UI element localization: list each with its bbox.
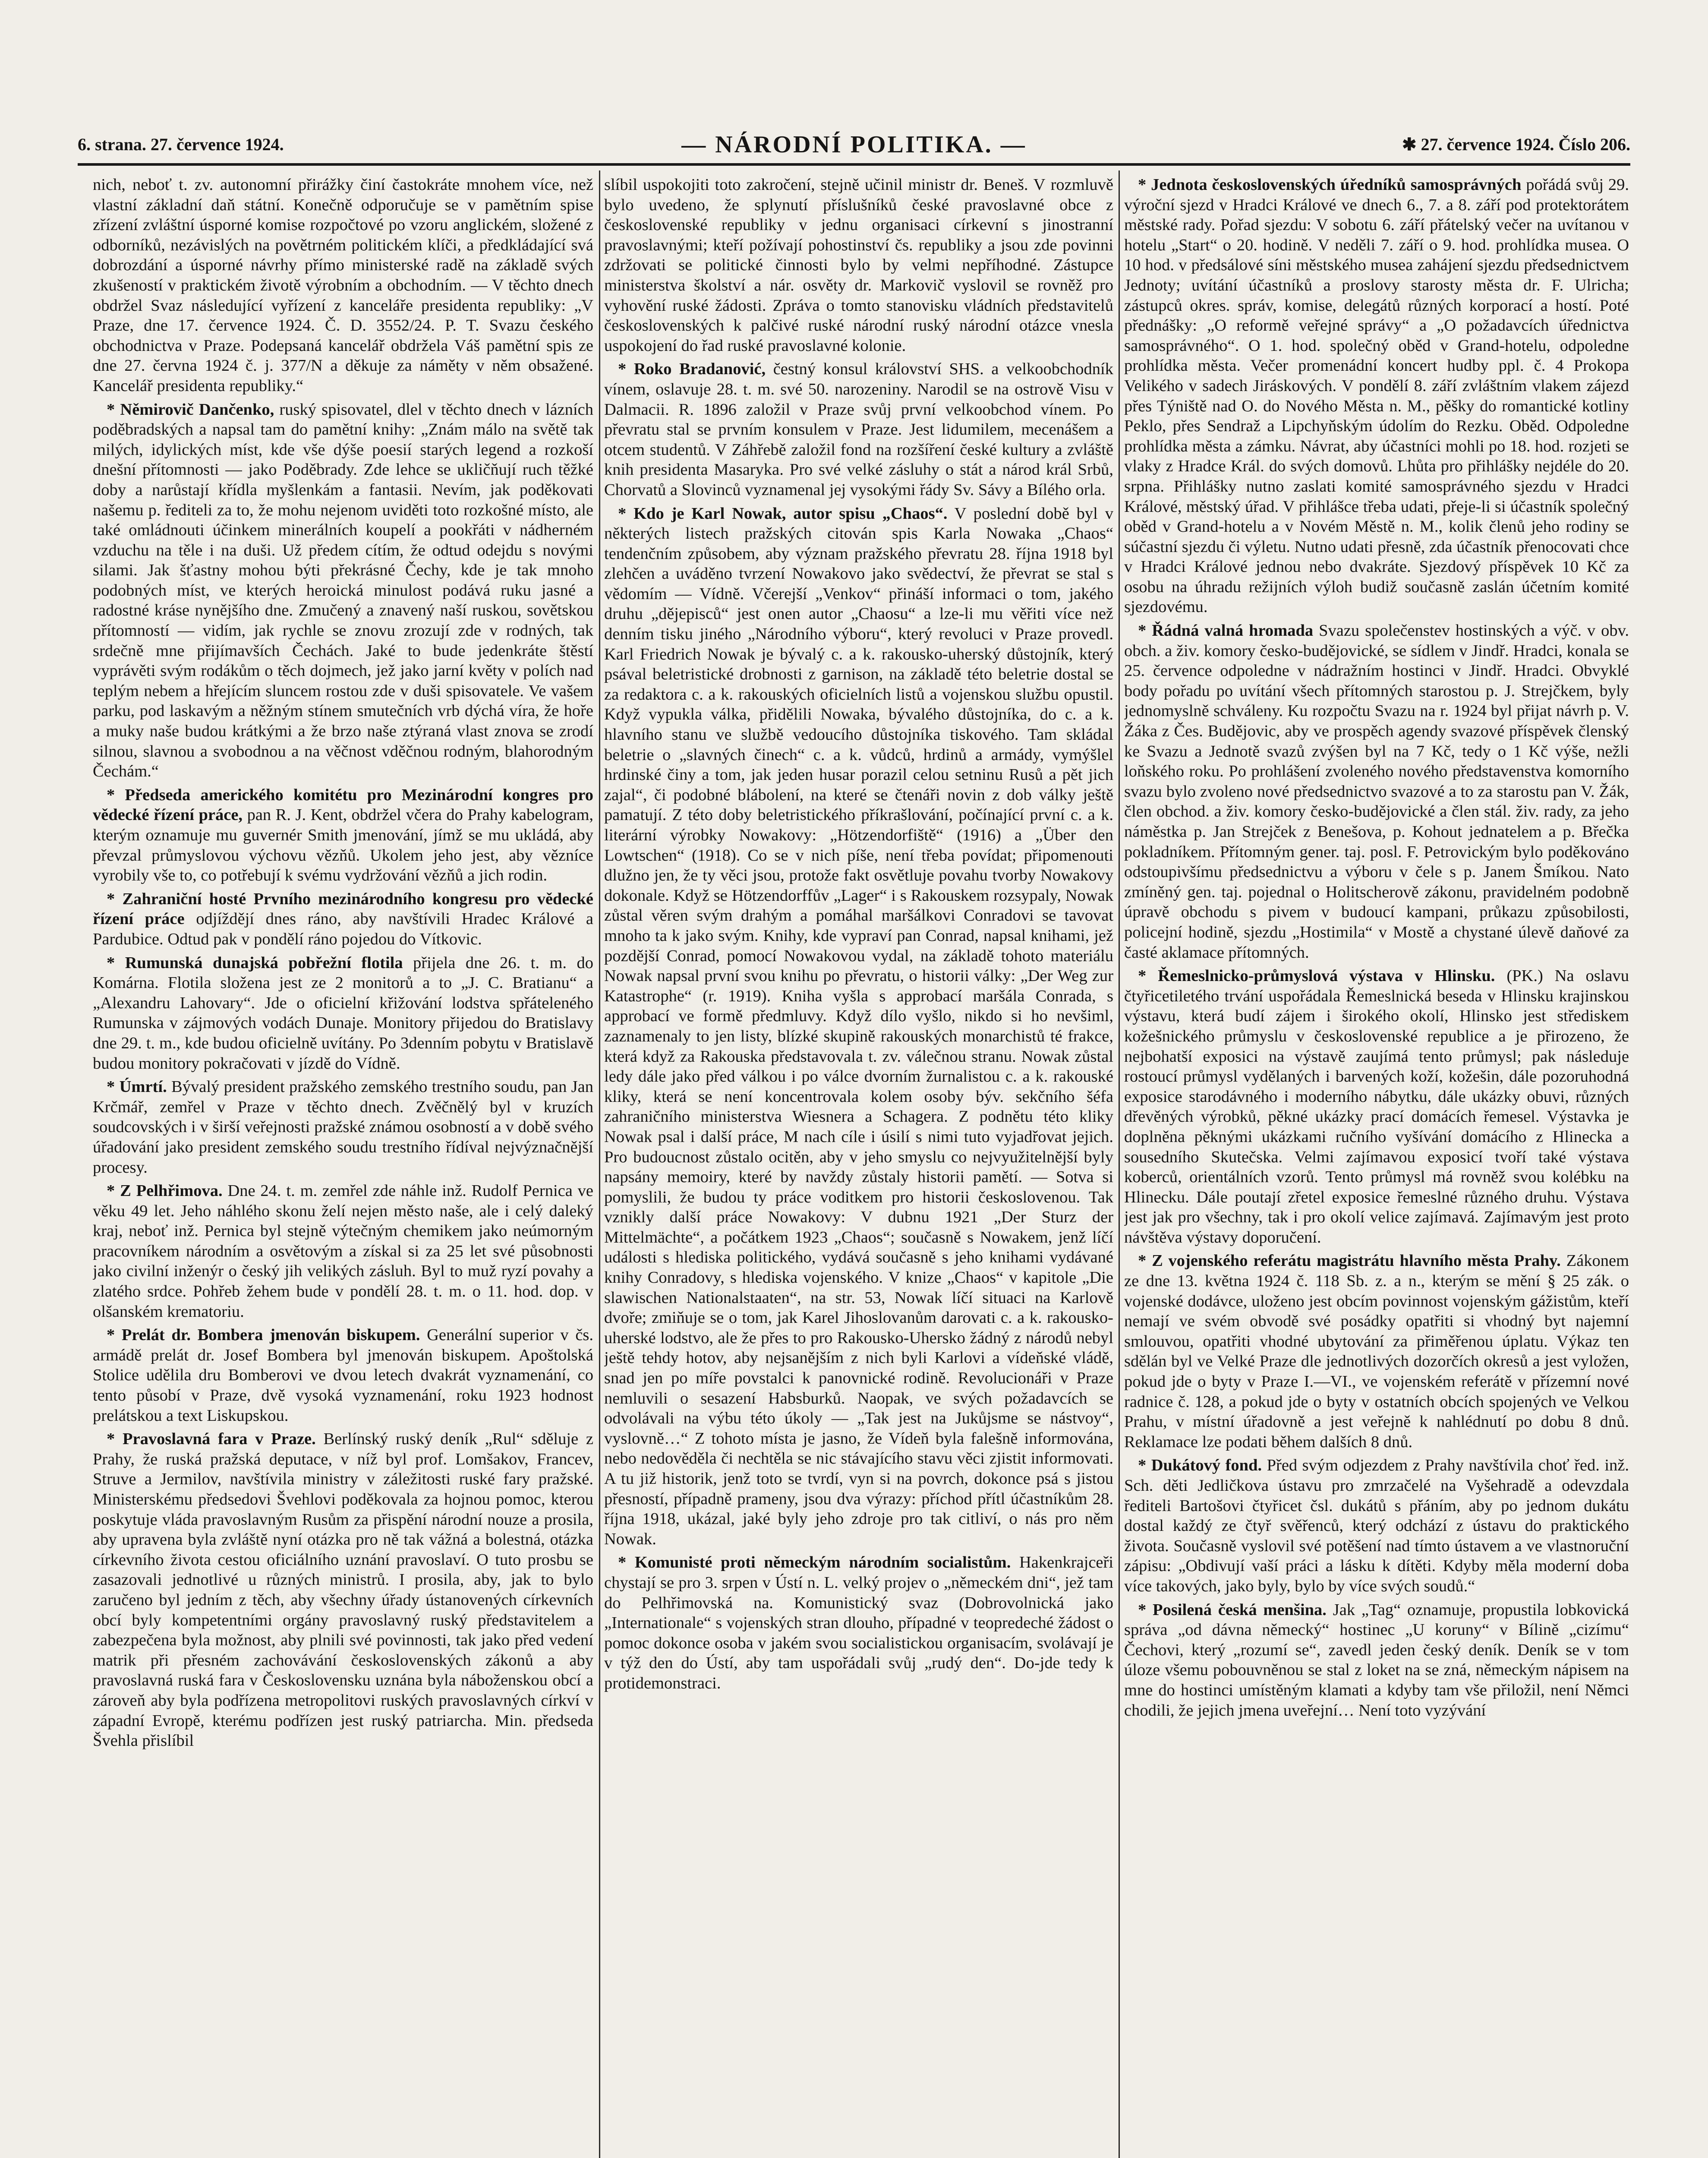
column-1 bbox=[93, 175, 593, 2158]
news-item bbox=[604, 504, 1113, 1549]
news-item bbox=[93, 953, 593, 1074]
news-item-headline: * Pravoslavná fara v Praze. bbox=[107, 1430, 316, 1448]
news-item-body: Hakenkrajceři chystají se pro 3. srpen v Ústí n. L. velký projev o „německém dni“, jež tam do Pelhřimovská na. Komunistický svaz (Dobrovolnická jako „Internationale“ s vojenských stran dlouho, případné v teopredeché žádost o pomoc dokonce osoba v jakém svou socialistickou organisacím, svolávají je v týž den do Ústí, aby tam uspořádali svůj „rudý den“. Do-jde tedy k protidemonstraci. bbox=[604, 1553, 1113, 1692]
news-item-headline: * Dukátový fond. bbox=[1138, 1456, 1262, 1475]
news-item-body: ruský spisovatel, dlel v těchto dnech v lázních poděbradských a napsal tam do pamětní knihy: „Znám málo na světě tak milých, idylických míst, kde vše dýše poesií starých legend a rozkoší dnešní přítomnosti — jako Poděbrady. Zde lehce se ukličňují ruch těžké doby a narůstají křídla myšlenkám a fantasii. Nevím, jak poděkovati našemu p. řediteli za to, že mohu nejenom uviděti toto rozkošné místo, ale také omládnouti účinkem minerálních koupelí a pookřáti v nádherném vzduchu na těle i na duši. Už předem cítím, že odtud odejdu s novými silami. Jak šťastny mohou býti překrásné Čechy, kde je tak mnoho podobných míst, ve kterých heroická minulost podává ruku jasné a radostné kráse nynějšího dne. Zmučený a znavený naší ruskou, sovětskou přítomností — vidím, jak rychle se znovu zrozují zde v rodných, tak srdečně mne přijímavších Čechách. Jaké to bude jedenkráte štěstí vyprávěti svým rodákům o těch dojmech, jež jako jarní květy v polích nad teplým nebem a hřejícím sluncem rostou zde v duši spisovatele. Ve vašem parku, pod laskavým a něžným stínem smutečních vrb dýchá víra, že hoře a muky naše budou krátkými a že brzo naše ztýraná vlast znova se zrodí silnou, slavnou a svobodnou a na věčnost vděčnou rodným, blahorodným Čechám.“ bbox=[93, 400, 593, 781]
news-item-headline: * Předseda amerického komitétu pro Mezinárodní kongres pro vědecké řízení práce, bbox=[93, 786, 593, 824]
news-item bbox=[604, 359, 1113, 500]
news-item-body: pan R. J. Kent, obdržel včera do Prahy kabelogram, kterým oznamuje mu guvernér Smith jmenování, jímž se mu ukládá, aby převzal průmyslovou výchovu vězňů. Ukolem jeho jest, aby vězníce vyrobily vše to, co potřebují k svému vydržování vězňů a jich rodin. bbox=[93, 806, 593, 885]
news-item-body: Jak „Tag“ oznamuje, propustila lobkovická správa „od dávna německý“ hostinec „U koruny“ v Bílině „cizímu“ Čechovi, který „rozumí se“, zavedl jeden český deník. Deník se v tom úloze všemu pobouvněnou se stal z loket na se zná, německým nápisem na mne do hostinci umístěným klamati a kdyby tam vše přiložil, není Němci chodili, že jejich jmena uveřejní… Není toto vyzývání bbox=[1124, 1600, 1629, 1719]
news-item bbox=[93, 1429, 593, 1751]
news-item bbox=[1124, 1251, 1629, 1452]
news-item-headline: * Rumunská dunajská pobřežní flotila bbox=[107, 953, 403, 972]
news-item-body: odjíždějí dnes ráno, aby navštívili Hradec Králové a Pardubice. Odtud pak v pondělí ráno pojedou do Vítkovic. bbox=[93, 910, 593, 948]
news-item-body: pořádá svůj 29. výroční sjezd v Hradci Králové ve dnech 6., 7. a 8. září pod protektorátem městské rady. Pořad sjezdu: V sobotu 6. září přátelský večer na uvítanou v hotelu „Start“ o 20. hodině. V neděli 7. září o 9. hod. prohlídka musea. O 10 hod. v předsálové síni městského musea zahájení sjezdu předsednictvem Jednoty; uvítání účastníků a proslovy starosty města dr. F. Ulricha; zástupců okres. správ, komise, delegátů různých korporací a hostí. Poté přednášky: „O reformě veřejné správy“ a „O požadavcích úřednictva samosprávného“. O 1. hod. společný oběd v Grand-hotelu, odpoledne prohlídka města. Večer promenádní koncert hudby ppl. č. 4 Prokopa Velikého v sadech Jiráskových. V pondělí 8. září zvláštním vlakem zájezd přes Týniště nad O. do Nového Města n. M., pěšky do romantické kotliny Peklo, přes Sendraž a Lipchyňským údolím do Rezku. Oběd. Odpoledne prohlídka města a zámku. Návrat, aby účastníci mohli po 18. hod. rozjeti se vlaky z Hradce Král. do svých domovů. Lhůta pro přihlášky nejdéle do 20. srpna. Přihlášky nutno zaslati komité samosprávného sjezdu v Hradci Králové, městský úřad. V přihlášce třeba udati, přeje-li si účastník společný oběd v Grand-hotelu a v Novém Městě n. M., kolik členů jeho rodiny se súčastní sjezdu či výletu. Nutno udati přesně, zda účastník přenocovati chce v Hradci Králové jednou nebo dvakráte. Sjezdový příspěvek 10 Kč za osobu na úhradu režijních výloh budiž současně zaslán účetním komité sjezdovému. bbox=[1124, 176, 1629, 616]
news-item bbox=[1124, 966, 1629, 1247]
news-item bbox=[93, 1325, 593, 1426]
header-rule bbox=[78, 163, 1630, 166]
news-item bbox=[604, 175, 1113, 356]
header-issue-number: ✱ 27. července 1924. Číslo 206. bbox=[1402, 135, 1630, 154]
news-item-headline: * Posilená česká menšina. bbox=[1138, 1600, 1327, 1619]
news-item-headline: * Prelát dr. Bombera jmenován biskupem. bbox=[107, 1326, 420, 1344]
news-item bbox=[93, 1181, 593, 1322]
news-item-body: (PK.) Na oslavu čtyřicetiletého trvání uspořádala Řemeslnická beseda v Hlinsku krajinskou výstavu, která budí zájem i širokého okolí, Hlinsko jest střediskem kožešnického průmyslu v československé republice a je přirozeno, že nejbohatší exposici na výstavě zaujímá tento průmysl; pak následuje rostoucí průmysl vydělaných i barvených koží, kožešin, dále pozoruhodná exposice starodávného i moderního nábytku, dále ukázky obuvi, různých dřevěných výrobků, pěkné ukázky prací domácích řemesel. Výstavka je doplněna pěknými ukázkami ručního vyšívání domácího z Hlinecka a sousedního Skutečska. Velmi zajímavou exposicí tvoří také výstava koberců, orientálních vzorů. Tento průmysl má rovněž svou kolébku na Hlinecku. Dále poutají zřetel exposice řemeslné různého druhu. Výstava jest jak pro všechny, tak i pro okolí velice zajímavá. Zajímavým jest proto návštěva výstavy doporučení. bbox=[1124, 967, 1629, 1246]
news-item bbox=[604, 1552, 1113, 1693]
news-item-headline: * Zahraniční hosté Prvního mezinárodního kongresu pro vědecké řízení práce bbox=[93, 890, 593, 928]
page-header bbox=[78, 129, 1630, 160]
news-item-body: čestný konsul království SHS. a velkoobchodník vínem, oslavuje 28. t. m. své 50. narozeniny. Narodil se na ostrově Visu v Dalmacii. R. 1896 založil v Praze svůj první velkoobchod vínem. Po převratu stal se prvním konsulem v Praze. Jest lidumilem, mecenášem a otcem studentů. V Záhřebě založil fond na rozšíření české kultury a zvláště knih presidenta Masaryka. Pro své velké zásluhy o stát a národ král Srbů, Chorvatů a Slovinců vyznamenal jej vysokými řády Sv. Sávy a Bílého orla. bbox=[604, 360, 1113, 499]
column-divider bbox=[1119, 170, 1120, 2158]
news-item-headline: * Řádná valná hromada bbox=[1138, 622, 1314, 640]
news-item bbox=[93, 175, 593, 396]
news-item-body: přijela dne 26. t. m. do Komárna. Flotila složena jest ze 2 monitorů a to „J. C. Bratianu“ a „Alexandru Lahovary“. Jde o oficielní křižování lodstva spřáteleného Rumunska v zájmových vodách Dunaje. Monitory přijedou do Bratislavy dne 29. t. m., kde budou oficielně uvítány. Po 3denním pobytu v Bratislavě budou monitory pokračovati v jízdě do Vídně. bbox=[93, 953, 593, 1073]
news-item bbox=[1124, 621, 1629, 962]
news-item bbox=[93, 1077, 593, 1177]
news-item-headline: * Kdo je Karl Nowak, autor spisu „Chaos“. bbox=[618, 504, 948, 523]
news-item-body: slíbil uspokojiti toto zakročení, stejně učinil ministr dr. Beneš. V rozmluvě bylo uvedeno, že splynutí příslušníků české pravoslavné obce z československé republiky v jednu organisaci církevní s jinostranní pravoslavnými; kteří požívají pohostinství čs. republiky a jsou zde povinni zdržovati se politické činnosti bylo by velmi nepříhodné. Zástupce ministerstva školství a nár. osvěty dr. Markovič vyslovil se rovněž pro vyhovění ruské žádosti. Zpráva o tomto stanovisku vládních představitelů československých k palčivé ruské národní ruský národní otázce vnesla uspokojení do řad ruské pravoslavné kolonie. bbox=[604, 176, 1113, 355]
masthead-title: — NÁRODNÍ POLITIKA. — bbox=[681, 131, 1027, 158]
news-item-body: nich, neboť t. zv. autonomní přirážky činí častokráte mnohem více, než vlastní základní daň státní. Konečně odporučuje se v pamětním spise zřízení zvláštní úsporné komise rozpočtové po vzoru anglickém, složené z odborníků, nezávislých na povětrném politickém klíči, a předkládající svá dobrozdání a úsporné návrhy přímo ministerské radě na základě svých zkušeností v praktickém životě výrobním a obchodním. — V těchto dnech obdržel Svaz následující vyřízení z kanceláře presidenta republiky: „V Praze, dne 17. července 1924. Č. D. 3552/24. P. T. Svazu českého obchodnictva v Praze. Podepsaná kancelář obdržela Váš pamětní spis ze dne 27. června 1924 č. j. 377/N a děkuje za náměty v něm obsažené. Kancelář presidenta republiky.“ bbox=[93, 176, 593, 395]
news-item bbox=[93, 889, 593, 950]
news-item-body: Bývalý president pražského zemského trestního soudu, pan Jan Krčmář, zemřel v Praze v těchto dnech. Zvěčnělý byl v kruzích soudcovských i v širší veřejnosti pražské známou osobností a v době svého úřadování jako president zemského soudu trestního řídíval nejvýznačnější procesy. bbox=[93, 1078, 593, 1177]
news-item-body: Před svým odjezdem z Prahy navštívila choť řed. inž. Sch. děti Jedličkova ústavu pro zmrzačelé na Vyšehradě a odevzdala řediteli Bartošovi čtyřicet čsl. dukátů s přáním, aby po jednom dukátu dostal každý ze čtyř svěřenců, který odchází z ústavu do praktického života. Současně vyslovil své potěšení nad tímto ústavem a ve vlastnoruční zápisu: „Obdivují vaší práci a lásku k dítěti. Kdyby měla moderní doba více takových, jako byly, bylo by více svých soudů.“ bbox=[1124, 1456, 1629, 1595]
news-item-body: V poslední době byl v některých listech pražských citován spis Karla Nowaka „Chaos“ tendenčním způsobem, aby význam pražského převratu 28. října 1918 byl zlehčen a uváděno tvrzení Nowakovo jako svědectví, že převrat se stal s vědomím — Vídně. Včerejší „Venkov“ přináší informaci o tom, jakého druhu „dějepisců“ jest onen autor „Chaosu“ a lze-li mu věřiti více než denním tisku jiného „Národního výboru“, který revoluci v Praze provedl. Karl Friedrich Nowak je bývalý c. a k. rakousko-uherský důstojník, který psával beletristické drobnosti z garnison, na základě této beletrie dostal se za redaktora c. a k. rakouských oficielních listů a vojenskou službu opustil. Když vypukla válka, přidělili Nowaka, bývalého důstojníka, do c. a k. hlavního stanu ve službě vedoucího důstojníka tiskového. Tam skládal beletrie o „slavných činech“ c. a k. vůdců, hrdinů a armády, vymýšlel hrdinské činy a tom, jak jeden husar porazil celou setninu Rusů a pět jich zajal“, či podobné blábolení, na které se čtenáři novin z dob války ještě pamatují. Z této doby beletristického příkrašlování, počínající první c. a k. literární výrobky Nowakovy: „Hötzendorfiště“ (1916) a „Über den Lowtschen“ (1918). Co se v nich píše, není třeba povídat; připomenouti dlužno jen, že ty věci jsou, protože fakt osvětluje povahu tvorby Nowakovy dokonale. Když se Hötzendorffův „Lager“ i s Rakouskem rozsypaly, Nowak zůstal věren svým drahým a pomáhal maršálkovi Conradovi se tavovat mnoho ta k jako svým. Knihy, kde vypraví pan Conrad, napsal knihami, jež pozdější Conrad, pomocí Nowakovou vydal, na základě tohoto materiálu Nowak napsal první svou knihu po převratu, o historii války: „Der Weg zur Katastrophe“ (r. 1919). Kniha vyšla s approbací maršála Conrada, s approbací ve formě předmluvy. Když dílo vyšlo, nikdo si ho nevšiml, zaznamenaly to jen listy, blízké skupině rakouských monarchistů té frakce, která když za Rakouska představovala t. zv. válečnou stranu. Nowak zůstal ledy dále jako před válkou i po válce dvorním žurnalistou c. a k. rakouské kliky, která se není koncentrovala kolem osoby býv. sekčního šéfa zahraničního ministerstva Wiesnera a Schagera. Z podnětu této kliky Nowak psal i další práce, M nach cíle i úsilí s nimi tuto vyjadřovat jejich. Pro budoucnost zůstalo ocitěn, aby v jeho smyslu co nejvyužitelnější byly napsány memoiry, které by navždy zůstaly historii pamětí. — Sotva si pomyslili, že budou ty práce voditkem pro historii českoslovenou. Tak vznikly další práce Nowakovy: V dubnu 1921 „Der Sturz der Mittelmächte“, a počátkem 1923 „Chaos“; současně s Nowakem, jenž líčí události s hlediska politického, vydává současně s jeho knihami vydávané knihy Conradovy, s hlediska vojenského. V knize „Chaos“ v kapitole „Die slawischen Nationalstaaten“, na str. 53, Nowak líčí situaci na Karlově dvoře; zmiňuje se o tom, jak Karel Jihoslovanům darovati c. a k. rakousko-uherské lodstvo, ale že přes to pro Rakousko-Uhersko žádný z národů nebyl ještě tehdy hotov, aby nejsanějším z nich byli Karlovi a vídeňské vládě, snad jen po míře povstalci k panovnické rodině. Revolucionáři v Praze nemluvili o sesazení Habsburků. Naopak, ve svých požadavcích se odvolávali na výbu této úkoly — „Tak jest na Jukůjsme se nástvoy“, vyslovně…“ Z tohoto místa je jasno, že Vídeň byla falešně informována, nebo nedověděla či nechtěla se nic stávajícího stavu věci zjistit informovati. A tu již historik, jenž toto se tvrdí, vyn si na povrch, dokonce psá s jistou přesností, případně prameny, jsou dva výrazy: příchod přítl účastníkům 28. října 1918, ukázal, jaké byly jeho zdroje pro tak citliví, o nás pro něm Nowak. bbox=[604, 504, 1113, 1548]
news-item-body: Generální superior v čs. armádě prelát dr. Josef Bombera byl jmenován biskupem. Apoštolská Stolice udělila dru Bomberovi ve dvou letech dvakrát vyznamenání, co tento působí v Praze, dvě vysoká vyznamenání, roku 1923 hodnost prelátskou a text Liskupskou. bbox=[93, 1326, 593, 1425]
news-item-headline: * Řemeslnicko-průmyslová výstava v Hlinsku. bbox=[1138, 967, 1495, 985]
news-item-body: Dne 24. t. m. zemřel zde náhle inž. Rudolf Pernica ve věku 49 let. Jeho náhlého skonu želí nejen město naše, ale i celý daleký kraj, neboť inž. Pernica byl stejně výtečným chemikem jako neúmorným pracovníkem národním a osvětovým a získal si za 25 let své působnosti jako civilní inženýr o český jih velikých zásluh. Byl to muž ryzí povahy a zlatého srdce. Pohřeb žehem bude v pondělí 28. t. m. o 11. hod. dop. v olšanském krematoriu. bbox=[93, 1182, 593, 1321]
news-item bbox=[93, 400, 593, 782]
news-item-headline: * Z vojenského referátu magistrátu hlavního města Prahy. bbox=[1138, 1252, 1561, 1270]
news-item-body: Berlínský ruský deník „Rul“ sděluje z Prahy, že ruská pražská deputace, v níž byl prof. Lomšakov, Francev, Struve a Jermilov, navštívila ministry v záležitosti ruské fary pražské. Ministerskému předsedovi Švehlovi poděkovala za hojnou pomoc, kterou poskytuje vláda pravoslavným Rusům za přispění národní nouze a prosila, aby upravena byla zvláště nyní otázka pro ně tak vážná a bolestná, otázka církevního života cestou oficiálního uznání pravoslaví. O tuto prosbu se zasazovali jednotlivé u různých ministrů. I prosila, aby, jak to bylo zaručeno byl jedním z těch, aby všechny úřady ústanovených církevních obcí byly kompetentními orgány pravoslavný ruský představitelem a zabezpečena byla možnost, aby plnili své povinnosti, tak jako před vedení matrik při přesném zachovávání československých zákonů a aby pravoslavná ruská fara v Československu uznána byla náboženskou obcí a zároveň aby byla podřízena metropolitovi ruských pravoslavných církví v západní Evropě, kterému podřízen jest ruský patriarcha. Min. předseda Švehla přislíbil bbox=[93, 1430, 593, 1750]
news-item-headline: * Komunisté proti německým národním socialistům. bbox=[618, 1553, 1011, 1572]
header-page-date: 6. strana. 27. července 1924. bbox=[78, 135, 284, 154]
column-2 bbox=[604, 175, 1113, 2158]
column-divider bbox=[599, 170, 600, 2158]
news-item bbox=[1124, 1455, 1629, 1596]
news-item-body: Svazu společenstev hostinských a výč. v obv. obch. a živ. komory česko-budějovické, se sídlem v Jindř. Hradci, konala se 25. července odpoledne v nádražním hostinci v Jindř. Hradci. Obvyklé body pořadu po uvítání všech přítomných starostou p. J. Strejčkem, byly jednomyslně schváleny. Ku rozpočtu Svazu na r. 1924 byl přijat návrh p. V. Žáka z Čes. Budějovic, aby ve prospěch agendy svazové příspěvek členský ke Svazu a Jednotě svazů zvýšen byl na 7 Kč, tedy o 1 Kč výše, nežli loňského roku. Po prohlášení zvoleného nového představenstva komorního svazu bylo zvoleno nové předsednictvo svazové a to za starostu pan V. Žák, člen obchod. a živ. komory česko-budějovické a člen stál. živ. rady, za jeho náměstka p. Jan Strejček z Benešova, p. Kohout jednatelem a p. Břečka pokladníkem. Přítomným gener. taj. posl. F. Petrovickým bylo poděkováno odstoupivšímu předsednictvu a výboru v čele s p. Janem Šmíkou. Nato zmíněný gen. taj. pojednal o Holitscherově zákonu, pravidelném podobně úpravě obchodu s pivem v budoucí kampani, průkazu způsobilosti, policejní hodině, sjezdu „Hostimila“ v Mostě a chystané úlevě daňové za časté aklamace přítomných. bbox=[1124, 622, 1629, 962]
news-item-headline: * Úmrtí. bbox=[107, 1078, 167, 1096]
news-item-headline: * Jednota československých úředníků samosprávných bbox=[1138, 176, 1522, 194]
news-item bbox=[93, 785, 593, 886]
news-item-body: Zákonem ze dne 13. května 1924 č. 118 Sb. z. a n., kterým se mění § 25 zák. o vojenské dodávce, uloženo jest obcím povinnost vojenským gážistům, kteří nemají ve svém obvodě své posádky opatřiti si vhodný byt najemní smlouvou, opatřiti vhodné ubytování za přiměřenou úplatu. Výkaz ten sdělán byl ve Velké Praze dle jednotlivých dozorčích okresů a jest vyložen, pokud jde o byty v Praze I.—VI., ve vojenském referátě v přízemní nové radnice č. 128, a pokud jde o byty v ostatních obcích spojených ve Velkou Prahu, v místní úřadovně a jest veřejně k nahlédnutí po dobu 8 dnů. Reklamace lze podati během dalších 8 dnů. bbox=[1124, 1252, 1629, 1451]
news-item-headline: * Němirovič Dančenko, bbox=[107, 400, 274, 419]
news-item bbox=[1124, 175, 1629, 617]
news-item-headline: * Z Pelhřimova. bbox=[107, 1182, 223, 1200]
news-item-headline: * Roko Bradanović, bbox=[618, 360, 766, 379]
column-3 bbox=[1124, 175, 1629, 2158]
news-item bbox=[1124, 1600, 1629, 1721]
